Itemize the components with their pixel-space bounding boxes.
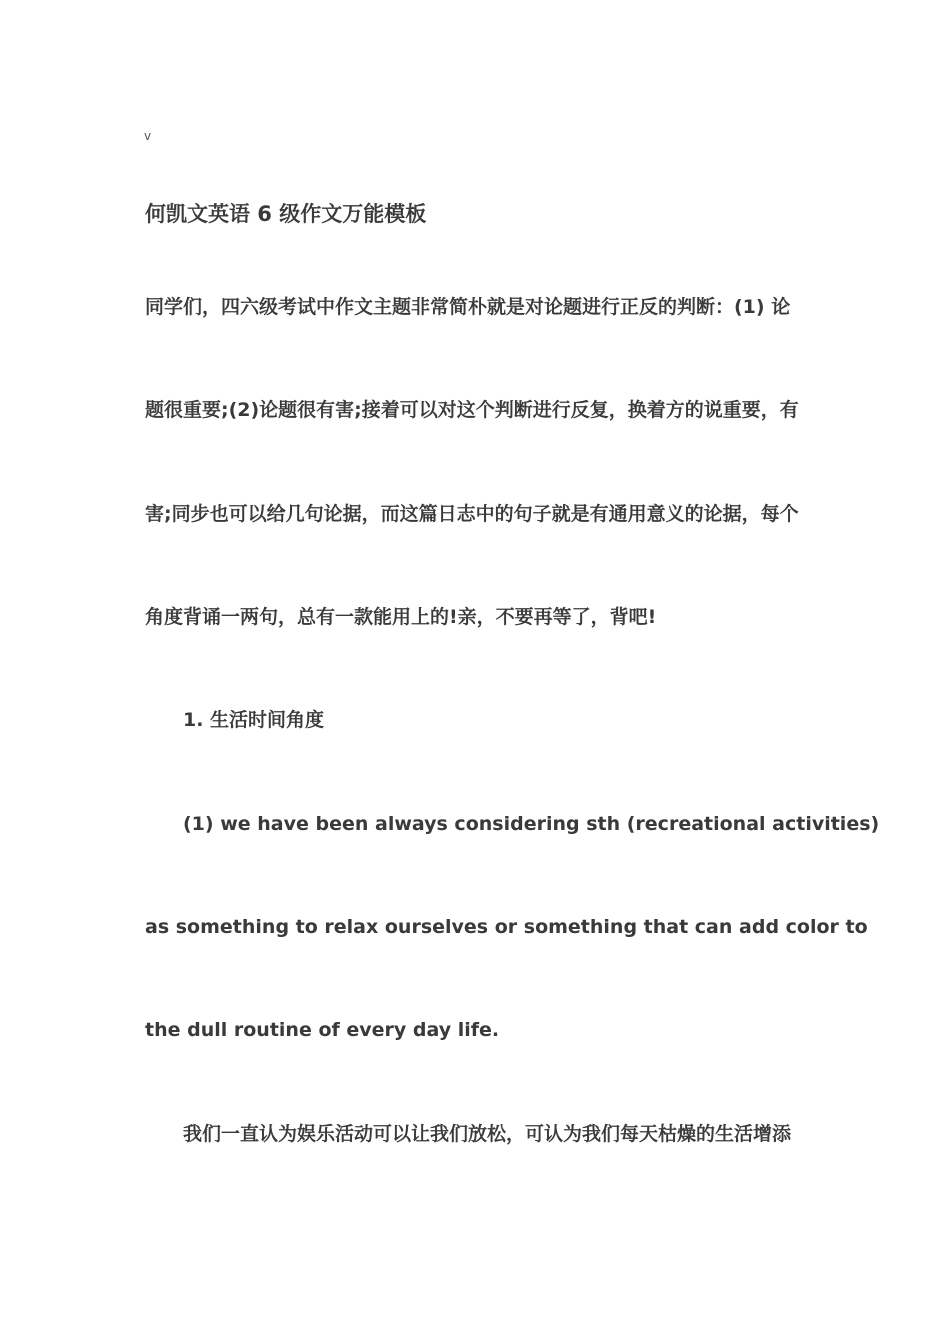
example-cn-line: 我们一直认为娱乐活动可以让我们放松，可认为我们每天枯燥的生活增添 [183,1123,792,1145]
example-en-line-3: the dull routine of every day life. [145,1019,500,1041]
intro-line-1: 同学们，四六级考试中作文主题非常简朴就是对论题进行正反的判断：(1) 论 [145,296,791,318]
document-title: 何凯文英语 6 级作文万能模板 [145,202,427,226]
section-heading: 1. 生活时间角度 [183,709,325,731]
intro-line-4: 角度背诵一两句，总有一款能用上的!亲，不要再等了，背吧! [145,606,657,628]
example-en-line-2: as something to relax ourselves or something that can add color to [145,916,868,938]
example-en-line-1: (1) we have been always considering sth (recreational activities) [183,813,880,835]
intro-line-3: 害;同步也可以给几句论据，而这篇日志中的句子就是有通用意义的论据，每个 [145,503,799,525]
intro-line-2: 题很重要;(2)论题很有害;接着可以对这个判断进行反复，换着方的说重要，有 [145,399,799,421]
page-marker: v [144,129,152,143]
